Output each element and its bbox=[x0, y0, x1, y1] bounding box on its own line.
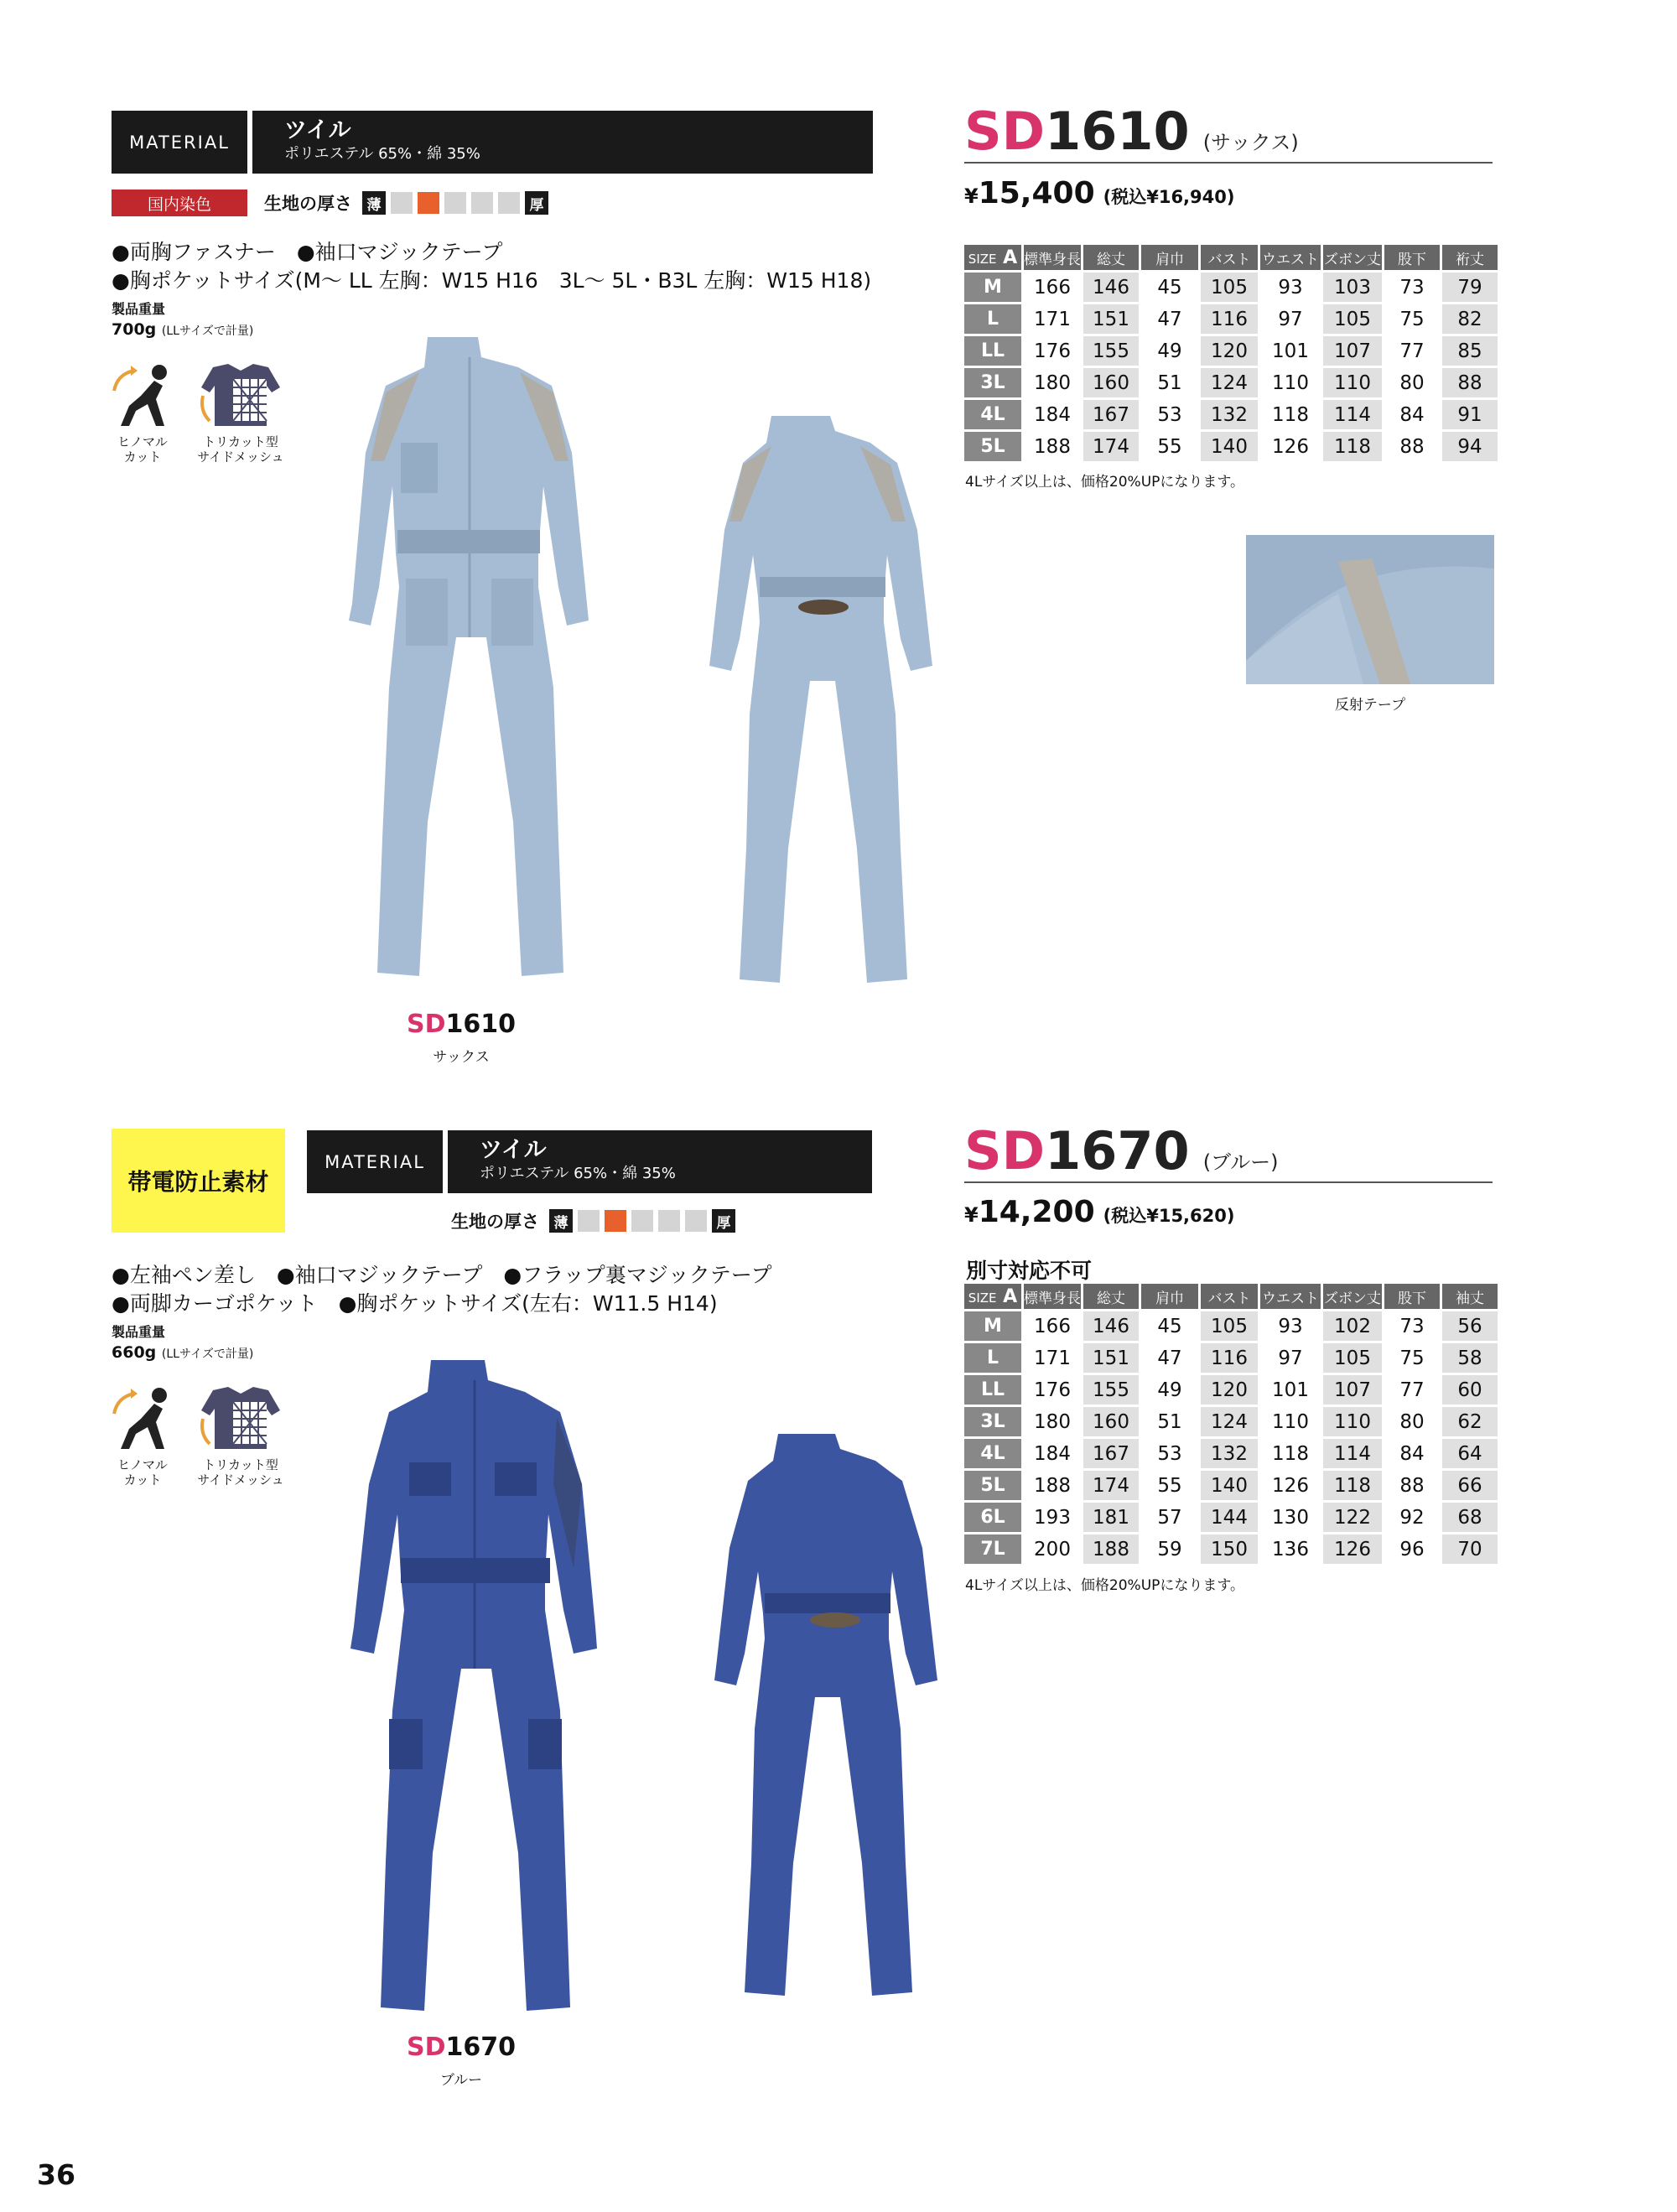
column-header: 裄丈 bbox=[1442, 245, 1498, 270]
knee-cut-icon bbox=[107, 362, 176, 429]
table-cell: 180 bbox=[1034, 371, 1071, 394]
table-cell: 93 bbox=[1278, 276, 1303, 299]
size-label-cell: 6L bbox=[964, 1503, 1021, 1532]
table-cell: 140 bbox=[1201, 1471, 1258, 1500]
table-cell: 200 bbox=[1034, 1538, 1071, 1560]
table-cell: 188 bbox=[1034, 435, 1071, 458]
thickness-step bbox=[605, 1210, 626, 1232]
table-cell: 107 bbox=[1323, 336, 1382, 366]
material-value bbox=[252, 111, 873, 174]
feature-line: ●両胸ファスナー ●袖口マジックテープ bbox=[112, 240, 503, 264]
thickness-step bbox=[418, 192, 439, 214]
table-cell: 110 bbox=[1323, 1407, 1382, 1436]
thickness-label: 生地の厚さ bbox=[451, 1212, 539, 1232]
table-row bbox=[964, 1311, 1498, 1341]
title-rule bbox=[964, 162, 1493, 164]
column-header: バスト bbox=[1201, 1284, 1258, 1309]
weight-label: 製品重量 bbox=[112, 301, 166, 317]
coverall-back-image bbox=[671, 1431, 939, 2009]
table-cell: 132 bbox=[1201, 400, 1258, 429]
table-cell: 114 bbox=[1323, 1439, 1382, 1468]
table-cell: 82 bbox=[1442, 304, 1498, 334]
table-cell: 80 bbox=[1399, 371, 1425, 394]
column-header: 股下 bbox=[1384, 1284, 1440, 1309]
table-cell: 75 bbox=[1399, 1347, 1425, 1369]
table-cell: 176 bbox=[1034, 1379, 1071, 1401]
table-cell: 97 bbox=[1278, 1347, 1303, 1369]
thickness-thin: 薄 bbox=[362, 191, 386, 215]
size-label-cell: LL bbox=[964, 1375, 1021, 1405]
table-row bbox=[964, 304, 1498, 334]
table-cell: 53 bbox=[1157, 403, 1182, 426]
table-cell: 118 bbox=[1323, 1471, 1382, 1500]
table-row bbox=[964, 273, 1498, 302]
table-cell: 126 bbox=[1323, 1534, 1382, 1564]
table-cell: 77 bbox=[1399, 1379, 1425, 1401]
column-header: 総丈 bbox=[1083, 245, 1139, 270]
thickness-step bbox=[631, 1210, 653, 1232]
side-mesh-icon bbox=[195, 362, 287, 429]
table-cell: 105 bbox=[1201, 273, 1258, 302]
table-cell: 151 bbox=[1083, 1343, 1139, 1373]
table-cell: 103 bbox=[1323, 273, 1382, 302]
size-label-cell: 5L bbox=[964, 432, 1021, 461]
thickness-step bbox=[658, 1210, 680, 1232]
table-cell: 55 bbox=[1157, 435, 1182, 458]
table-cell: 110 bbox=[1272, 1410, 1309, 1433]
product-title: SD1670 (ブルー) bbox=[964, 1120, 1279, 1181]
table-cell: 144 bbox=[1201, 1503, 1258, 1532]
column-header: 袖丈 bbox=[1442, 1284, 1498, 1309]
fabric-name: ツイル bbox=[480, 1137, 547, 1163]
table-cell: 96 bbox=[1399, 1538, 1425, 1560]
table-cell: 47 bbox=[1157, 308, 1182, 330]
table-cell: 120 bbox=[1201, 336, 1258, 366]
reflective-tape-detail-image bbox=[1246, 535, 1494, 684]
size-label-cell: M bbox=[964, 1311, 1021, 1341]
table-cell: 146 bbox=[1083, 273, 1139, 302]
table-cell: 45 bbox=[1157, 1315, 1182, 1337]
fabric-composition: ポリエステル 65%・綿 35% bbox=[284, 145, 480, 163]
thickness-thick: 厚 bbox=[712, 1209, 735, 1233]
size-label-cell: 5L bbox=[964, 1471, 1021, 1500]
table-cell: 176 bbox=[1034, 340, 1071, 362]
table-cell: 136 bbox=[1272, 1538, 1309, 1560]
table-cell: 102 bbox=[1323, 1311, 1382, 1341]
size-table bbox=[962, 242, 1500, 464]
table-cell: 88 bbox=[1399, 435, 1425, 458]
table-cell: 66 bbox=[1442, 1471, 1498, 1500]
table-cell: 55 bbox=[1157, 1474, 1182, 1497]
material-value bbox=[448, 1130, 872, 1193]
table-note: 4Lサイズ以上は、価格20%UPになります。 bbox=[965, 474, 1245, 491]
table-cell: 97 bbox=[1278, 308, 1303, 330]
material-box bbox=[112, 111, 873, 174]
table-cell: 184 bbox=[1034, 403, 1071, 426]
table-cell: 132 bbox=[1201, 1439, 1258, 1468]
size-header-cell: SIZE A bbox=[964, 1284, 1021, 1309]
table-cell: 116 bbox=[1201, 304, 1258, 334]
table-cell: 140 bbox=[1201, 432, 1258, 461]
table-cell: 105 bbox=[1323, 1343, 1382, 1373]
size-label-cell: M bbox=[964, 273, 1021, 302]
table-cell: 105 bbox=[1201, 1311, 1258, 1341]
table-row bbox=[964, 1503, 1498, 1532]
thickness-thin: 薄 bbox=[549, 1209, 573, 1233]
table-cell: 126 bbox=[1272, 435, 1309, 458]
column-header: ズボン丈 bbox=[1323, 245, 1382, 270]
column-header: ズボン丈 bbox=[1323, 1284, 1382, 1309]
column-header: バスト bbox=[1201, 245, 1258, 270]
table-row bbox=[964, 336, 1498, 366]
table-cell: 80 bbox=[1399, 1410, 1425, 1433]
table-row bbox=[964, 1534, 1498, 1564]
column-header: 肩巾 bbox=[1141, 245, 1198, 270]
table-cell: 51 bbox=[1157, 371, 1182, 394]
table-cell: 151 bbox=[1083, 304, 1139, 334]
material-label: MATERIAL bbox=[112, 111, 247, 174]
size-label-cell: L bbox=[964, 304, 1021, 334]
table-cell: 94 bbox=[1442, 432, 1498, 461]
thickness-step bbox=[498, 192, 520, 214]
table-cell: 160 bbox=[1083, 1407, 1139, 1436]
table-cell: 70 bbox=[1442, 1534, 1498, 1564]
table-row bbox=[964, 368, 1498, 397]
table-row bbox=[964, 1407, 1498, 1436]
table-cell: 75 bbox=[1399, 308, 1425, 330]
table-cell: 174 bbox=[1083, 432, 1139, 461]
table-cell: 171 bbox=[1034, 1347, 1071, 1369]
table-cell: 101 bbox=[1272, 340, 1309, 362]
size-label-cell: 3L bbox=[964, 1407, 1021, 1436]
table-cell: 122 bbox=[1323, 1503, 1382, 1532]
weight-label: 製品重量 bbox=[112, 1324, 166, 1340]
page-number: 36 bbox=[37, 2158, 75, 2191]
table-cell: 85 bbox=[1442, 336, 1498, 366]
size-header-cell: SIZE A bbox=[964, 245, 1021, 270]
table-row bbox=[964, 1439, 1498, 1468]
table-cell: 88 bbox=[1442, 368, 1498, 397]
feature-line: ●胸ポケットサイズ(M〜 LL 左胸：W15 H16 3L〜 5L・B3L 左胸：W15 H18) bbox=[112, 268, 872, 293]
size-label-cell: 7L bbox=[964, 1534, 1021, 1564]
table-cell: 73 bbox=[1399, 276, 1425, 299]
table-row bbox=[964, 432, 1498, 461]
table-cell: 118 bbox=[1272, 403, 1309, 426]
table-cell: 150 bbox=[1201, 1534, 1258, 1564]
column-header: 標準身長 bbox=[1024, 1284, 1081, 1309]
table-cell: 167 bbox=[1083, 1439, 1139, 1468]
knee-cut-icon bbox=[107, 1385, 176, 1452]
table-row bbox=[964, 1471, 1498, 1500]
icon-caption: トリカット型 サイドメッシュ bbox=[197, 1457, 284, 1488]
size-label-cell: L bbox=[964, 1343, 1021, 1373]
table-cell: 77 bbox=[1399, 340, 1425, 362]
thickness-step bbox=[391, 192, 413, 214]
column-header: 標準身長 bbox=[1024, 245, 1081, 270]
table-cell: 188 bbox=[1034, 1474, 1071, 1497]
table-cell: 167 bbox=[1083, 400, 1139, 429]
table-cell: 58 bbox=[1442, 1343, 1498, 1373]
table-row bbox=[964, 1375, 1498, 1405]
table-cell: 84 bbox=[1399, 403, 1425, 426]
table-cell: 193 bbox=[1034, 1506, 1071, 1529]
table-cell: 62 bbox=[1442, 1407, 1498, 1436]
thickness-step bbox=[471, 192, 493, 214]
table-cell: 130 bbox=[1272, 1506, 1309, 1529]
table-cell: 92 bbox=[1399, 1506, 1425, 1529]
price: ¥15,400 (税込¥16,940) bbox=[964, 176, 1235, 210]
table-row bbox=[964, 1343, 1498, 1373]
table-cell: 116 bbox=[1201, 1343, 1258, 1373]
weight-value: 700g (LLサイズで計量) bbox=[112, 320, 254, 339]
table-cell: 118 bbox=[1272, 1442, 1309, 1465]
table-cell: 184 bbox=[1034, 1442, 1071, 1465]
detail-caption: 反射テープ bbox=[1334, 697, 1406, 714]
table-cell: 146 bbox=[1083, 1311, 1139, 1341]
table-cell: 114 bbox=[1323, 400, 1382, 429]
material-box bbox=[307, 1130, 872, 1193]
table-cell: 93 bbox=[1278, 1315, 1303, 1337]
table-cell: 56 bbox=[1442, 1311, 1498, 1341]
price: ¥14,200 (税込¥15,620) bbox=[964, 1195, 1235, 1229]
thickness-thick: 厚 bbox=[525, 191, 548, 215]
coverall-front-image bbox=[302, 335, 604, 998]
table-cell: 60 bbox=[1442, 1375, 1498, 1405]
table-cell: 180 bbox=[1034, 1410, 1071, 1433]
column-header: 股下 bbox=[1384, 245, 1440, 270]
table-cell: 49 bbox=[1157, 1379, 1182, 1401]
custom-size-note: 別寸対応不可 bbox=[966, 1259, 1093, 1283]
product-title: SD1610 (サックス) bbox=[964, 101, 1299, 162]
icon-caption: ヒノマル カット bbox=[117, 1457, 168, 1488]
table-cell: 51 bbox=[1157, 1410, 1182, 1433]
table-cell: 88 bbox=[1399, 1474, 1425, 1497]
material-label: MATERIAL bbox=[307, 1130, 443, 1193]
coverall-back-image bbox=[662, 413, 939, 1000]
table-cell: 49 bbox=[1157, 340, 1182, 362]
table-cell: 91 bbox=[1442, 400, 1498, 429]
thickness-step bbox=[685, 1210, 707, 1232]
size-label-cell: 4L bbox=[964, 400, 1021, 429]
fabric-name: ツイル bbox=[284, 117, 351, 143]
icon-caption: ヒノマル カット bbox=[117, 434, 168, 465]
table-cell: 155 bbox=[1083, 336, 1139, 366]
table-cell: 174 bbox=[1083, 1471, 1139, 1500]
thickness-step bbox=[578, 1210, 600, 1232]
table-cell: 118 bbox=[1323, 432, 1382, 461]
table-cell: 53 bbox=[1157, 1442, 1182, 1465]
table-cell: 64 bbox=[1442, 1439, 1498, 1468]
table-cell: 101 bbox=[1272, 1379, 1309, 1401]
table-cell: 57 bbox=[1157, 1506, 1182, 1529]
table-cell: 124 bbox=[1201, 1407, 1258, 1436]
side-mesh-icon bbox=[195, 1385, 287, 1452]
column-header: 総丈 bbox=[1083, 1284, 1139, 1309]
table-cell: 84 bbox=[1399, 1442, 1425, 1465]
icon-caption: トリカット型 サイドメッシュ bbox=[197, 434, 284, 465]
table-cell: 166 bbox=[1034, 276, 1071, 299]
product-caption-color: サックス bbox=[433, 1049, 490, 1066]
antistatic-badge: 帯電防止素材 bbox=[112, 1129, 285, 1233]
table-cell: 181 bbox=[1083, 1503, 1139, 1532]
size-label-cell: LL bbox=[964, 336, 1021, 366]
domestic-dye-tag: 国内染色 bbox=[112, 190, 247, 216]
size-label-cell: 3L bbox=[964, 368, 1021, 397]
table-cell: 110 bbox=[1272, 371, 1309, 394]
table-cell: 47 bbox=[1157, 1347, 1182, 1369]
table-row bbox=[964, 400, 1498, 429]
column-header: ウエスト bbox=[1260, 1284, 1321, 1309]
product-caption-name: SD1610 bbox=[406, 1010, 516, 1039]
table-cell: 105 bbox=[1323, 304, 1382, 334]
table-cell: 107 bbox=[1323, 1375, 1382, 1405]
table-cell: 171 bbox=[1034, 308, 1071, 330]
table-cell: 110 bbox=[1323, 368, 1382, 397]
product-caption-color: ブルー bbox=[439, 2072, 483, 2089]
thickness-label: 生地の厚さ bbox=[264, 194, 352, 214]
table-cell: 126 bbox=[1272, 1474, 1309, 1497]
table-cell: 166 bbox=[1034, 1315, 1071, 1337]
product-caption-name: SD1670 bbox=[406, 2033, 516, 2062]
fabric-composition: ポリエステル 65%・綿 35% bbox=[480, 1165, 676, 1182]
column-header: ウエスト bbox=[1260, 245, 1321, 270]
table-cell: 160 bbox=[1083, 368, 1139, 397]
weight-value: 660g (LLサイズで計量) bbox=[112, 1343, 254, 1362]
title-rule bbox=[964, 1181, 1493, 1183]
table-cell: 79 bbox=[1442, 273, 1498, 302]
thickness-scale bbox=[264, 190, 553, 215]
thickness-scale bbox=[451, 1208, 740, 1233]
table-cell: 73 bbox=[1399, 1315, 1425, 1337]
table-note: 4Lサイズ以上は、価格20%UPになります。 bbox=[965, 1577, 1245, 1594]
feature-line: ●両脚カーゴポケット ●胸ポケットサイズ(左右：W11.5 H14) bbox=[112, 1291, 718, 1316]
table-cell: 188 bbox=[1083, 1534, 1139, 1564]
table-cell: 120 bbox=[1201, 1375, 1258, 1405]
column-header: 肩巾 bbox=[1141, 1284, 1198, 1309]
table-cell: 59 bbox=[1157, 1538, 1182, 1560]
size-table bbox=[962, 1281, 1500, 1566]
size-label-cell: 4L bbox=[964, 1439, 1021, 1468]
feature-line: ●左袖ペン差し ●袖口マジックテープ ●フラップ裏マジックテープ bbox=[112, 1263, 772, 1287]
table-cell: 155 bbox=[1083, 1375, 1139, 1405]
table-cell: 45 bbox=[1157, 276, 1182, 299]
table-cell: 124 bbox=[1201, 368, 1258, 397]
table-cell: 68 bbox=[1442, 1503, 1498, 1532]
thickness-step bbox=[444, 192, 466, 214]
coverall-front-image bbox=[305, 1358, 615, 2029]
